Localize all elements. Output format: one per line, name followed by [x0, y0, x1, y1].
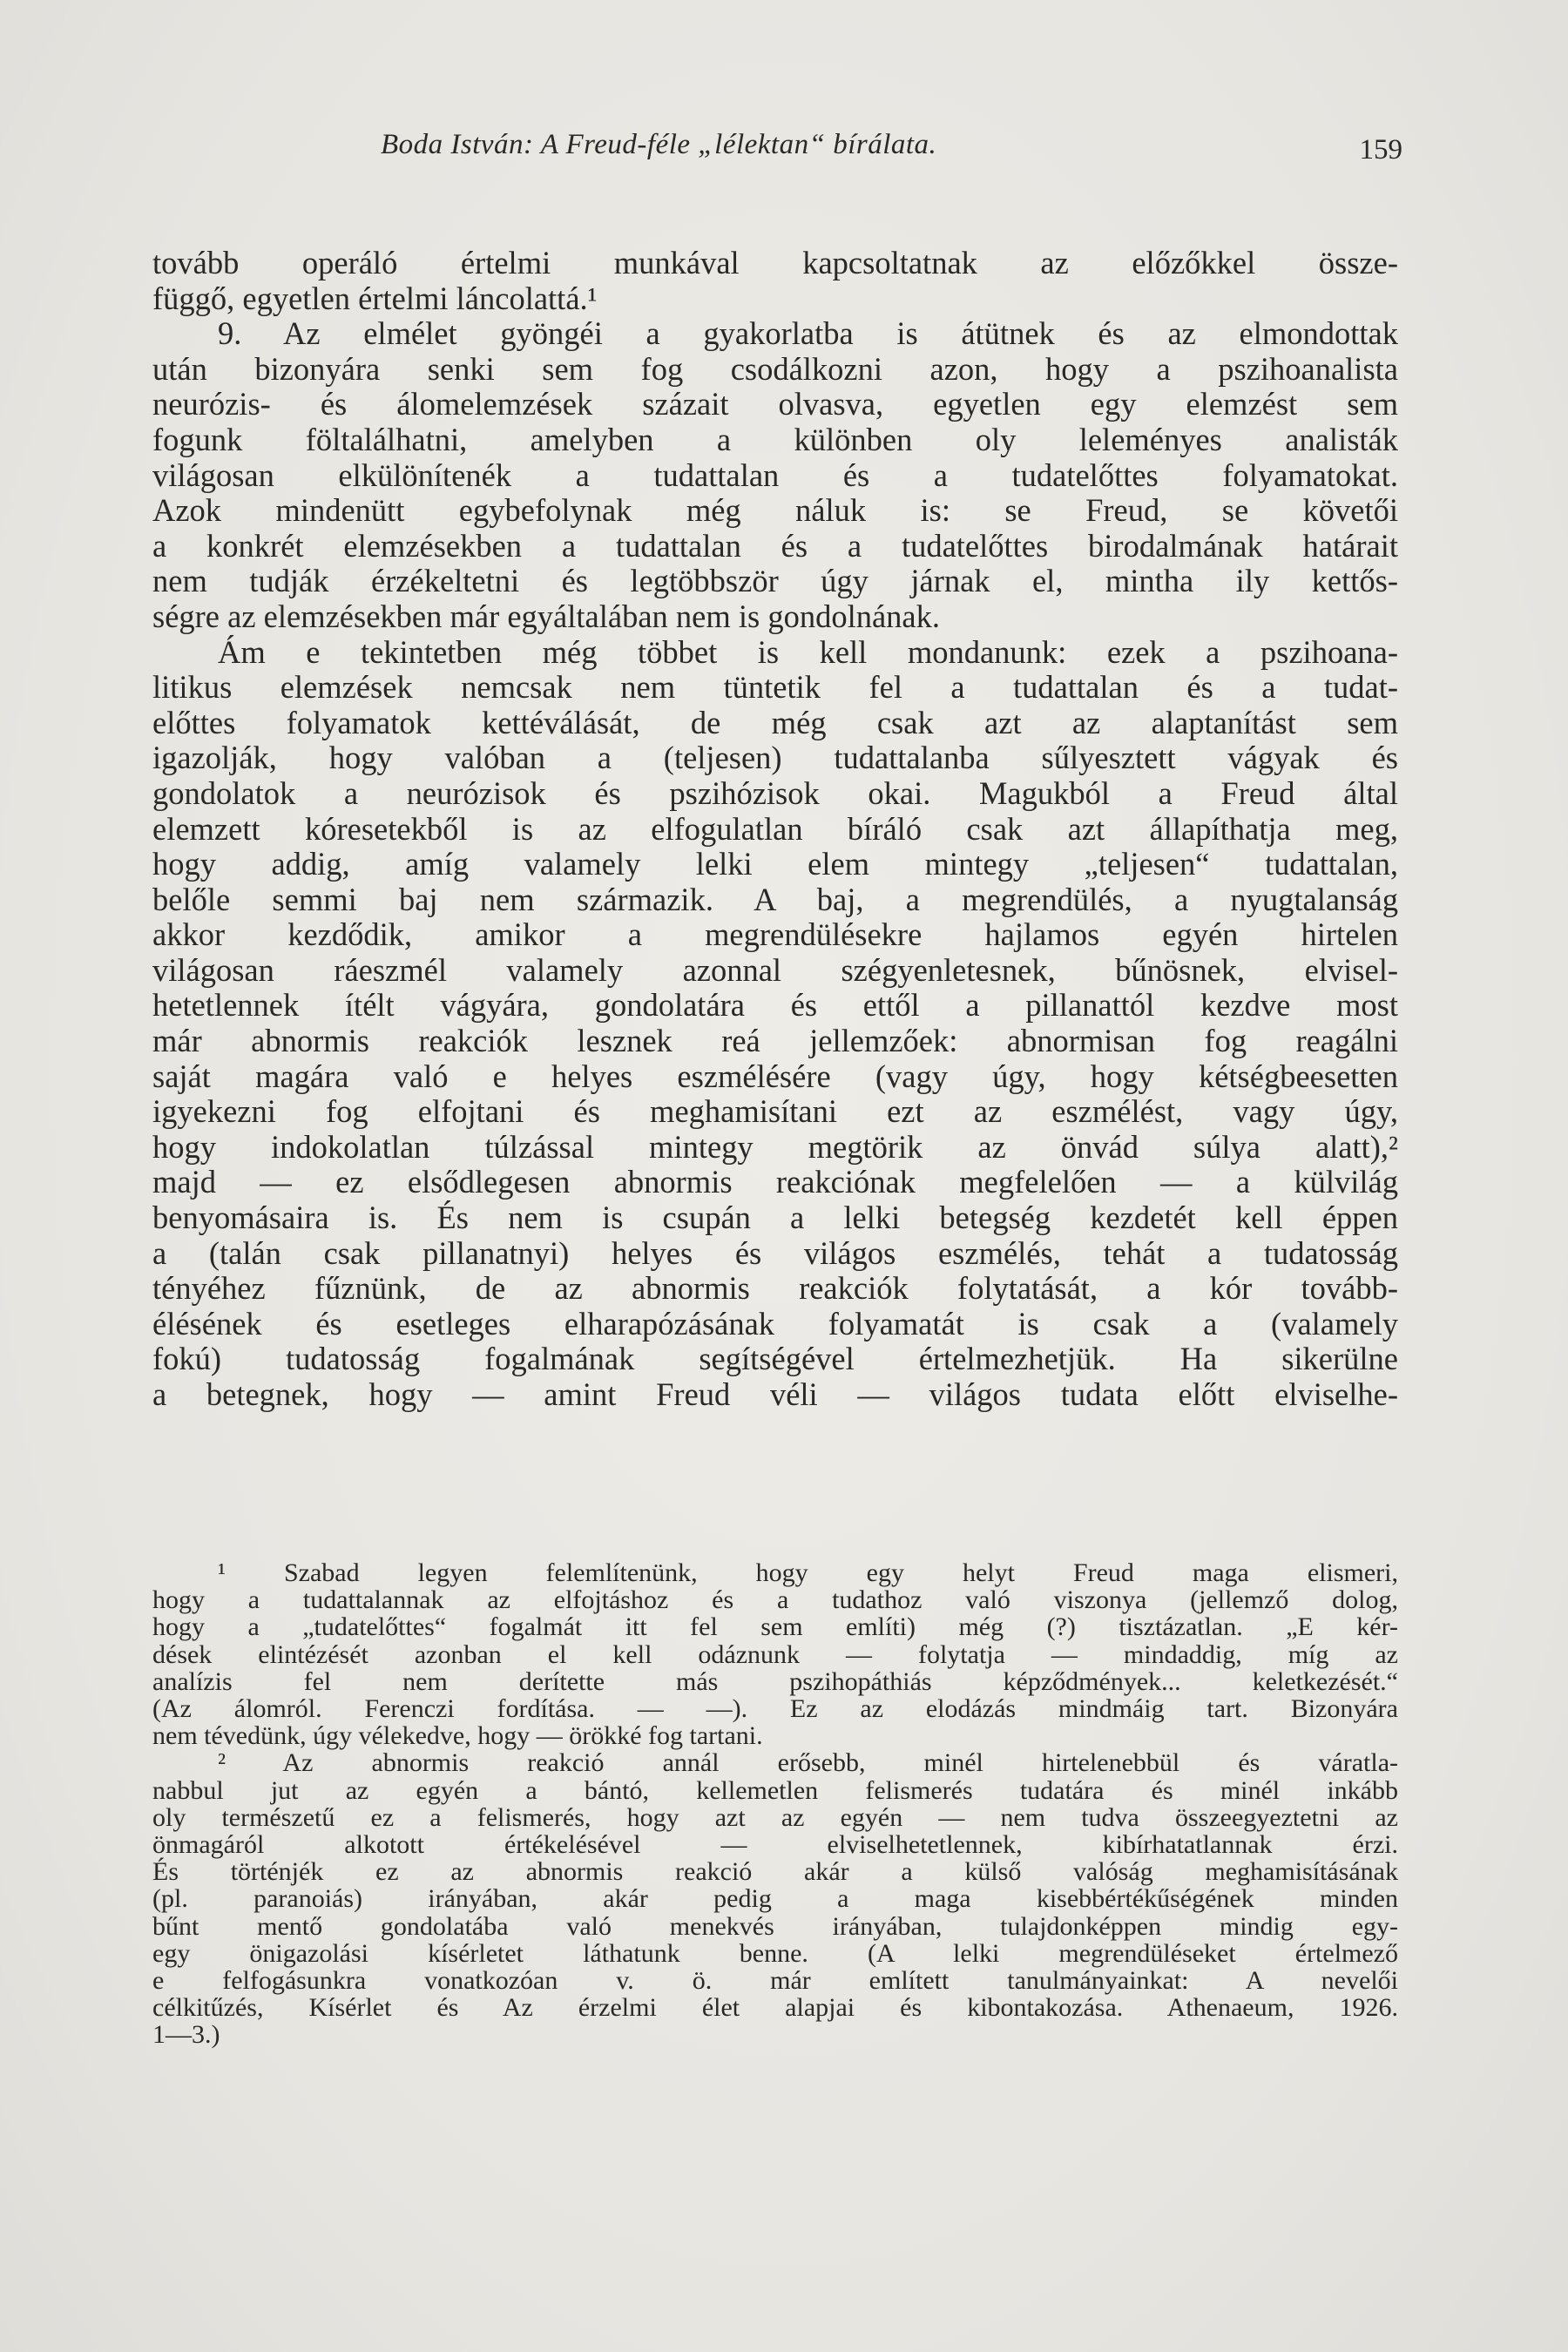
footnote-line: célkitűzés, Kísérlet és Az érzelmi élet alapjai és kibontakozása. Athenaeum, 1926.: [152, 1993, 1398, 2023]
body-line: igazolják, hogy valóban a (teljesen) tudattalanba sűlyesztett vágyak és: [152, 740, 1398, 776]
body-line: függő, egyetlen értelmi láncolattá.¹: [152, 280, 598, 316]
footnote-line: nabbul jut az egyén a bántó, kellemetlen felismerés tudatára és minél inkább: [152, 1775, 1398, 1805]
body-line: tényéhez fűznünk, de az abnormis reakciók folytatását, a kór tovább-: [152, 1270, 1398, 1307]
running-head: Boda István: A Freud-féle „lélektan“ bírálata.: [381, 129, 937, 160]
page-number: 159: [1359, 134, 1402, 166]
body-line: élésének és esetleges elharapózásának folyamatát is csak a (valamely: [152, 1305, 1398, 1342]
body-text: [152, 246, 1398, 1413]
footnote-line: (pl. paranoiás) irányában, akár pedig a maga kisebbértékűségének minden: [152, 1884, 1398, 1914]
body-line: elemzett kóresetekből is az elfogulatlan bíráló csak azt állapíthatja meg,: [152, 810, 1398, 847]
body-line: majd — ez elsődlegesen abnormis reakciónak megfelelően — a külvilág: [152, 1164, 1398, 1200]
body-line: neurózis- és álomelemzések százait olvasva, egyetlen egy elemzést sem: [152, 386, 1398, 422]
body-line: igyekezni fog elfojtani és meghamisítani ezt az eszmélést, vagy úgy,: [152, 1093, 1398, 1130]
body-line: fogunk föltalálhatni, amelyben a különben oly leleményes analisták: [152, 421, 1398, 457]
body-line: világosan elkülönítenék a tudattalan és a tudatelőttes folyamatokat.: [152, 456, 1398, 493]
body-line: már abnormis reakciók lesznek reá jellemzőek: abnormisan fog reagálni: [152, 1023, 1398, 1059]
body-line: világosan ráeszmél valamely azonnal szégyenletesnek, bűnösnek, elvisel-: [152, 951, 1398, 988]
body-line: tovább operáló értelmi munkával kapcsoltatnak az előzőkkel össze-: [152, 245, 1398, 280]
body-line: gondolatok a neurózisok és pszihózisok okai. Magukból a Freud által: [152, 774, 1398, 811]
body-line: belőle semmi baj nem származik. A baj, a megrendülés, a nyugtalanság: [152, 881, 1398, 917]
footnote-line: önmagáról alkotott értékelésével — elviselhetetlennek, kibírhatatlannak érzi.: [152, 1830, 1398, 1860]
footnote-line: hogy a „tudatelőttes“ fogalmát itt fel sem említi) még (?) tisztázatlan. „E kér-: [152, 1612, 1398, 1642]
footnote-line: hogy a tudattalannak az elfojtáshoz és a tudathoz való viszonya (jellemző dolog,: [152, 1585, 1398, 1615]
footnote-line: e felfogásunkra vonatkozóan v. ö. már említett tanulmányainkat: A nevelői: [152, 1966, 1398, 1996]
body-line: 9. Az elmélet gyöngéi a gyakorlatba is átütnek és az elmondottak: [218, 315, 1398, 352]
footnotes: [152, 1559, 1398, 2049]
body-line: benyomásaira is. És nem is csupán a lelki betegség kezdetét kell éppen: [152, 1200, 1398, 1236]
body-line: Azok mindenütt egybefolynak még náluk is: se Freud, se követői: [152, 492, 1398, 529]
footnote-line: És történjék ez az abnormis reakció akár a külső valóság meghamisításának: [152, 1857, 1398, 1887]
body-line: akkor kezdődik, amikor a megrendülésekre hajlamos egyén hirtelen: [152, 916, 1398, 953]
footnote-line: 1—3.): [152, 2020, 220, 2050]
footnote-line: oly természetű ez a felismerés, hogy azt az egyén — nem tudva összeegyeztetni az: [152, 1802, 1398, 1832]
body-line: nem tudják érzékeltetni és legtöbbször úgy járnak el, mintha ily kettős-: [152, 563, 1398, 599]
body-line: hogy indokolatlan túlzással mintegy megtörik az önvád súlya alatt),²: [152, 1128, 1398, 1165]
body-line: előttes folyamatok kettéválását, de még csak azt az alaptanítást sem: [152, 704, 1398, 740]
body-line: a konkrét elemzésekben a tudattalan és a tudatelőttes birodalmának határait: [152, 527, 1398, 564]
body-line: hogy addig, amíg valamely lelki elem mintegy „teljesen“ tudattalan,: [152, 846, 1398, 882]
body-line: a (talán csak pillanatnyi) helyes és világos eszmélés, tehát a tudatosság: [152, 1234, 1398, 1271]
footnote-line: nem tévedünk, úgy vélekedve, hogy — örökké fog tartani.: [152, 1721, 763, 1751]
footnote-line: bűnt mentő gondolatába való menekvés irányában, tulajdonképpen mindig egy-: [152, 1911, 1398, 1941]
footnote-line: dések elintézését azonban el kell odáznunk — folytatja — mindaddig, míg az: [152, 1639, 1398, 1669]
body-line: után bizonyára senki sem fog csodálkozni azon, hogy a pszihoanalista: [152, 350, 1398, 387]
body-line: hetetlennek ítélt vágyára, gondolatára és ettől a pillanattól kezdve most: [152, 987, 1398, 1024]
body-line: fokú) tudatosság fogalmának segítségével értelmezhetjük. Ha sikerülne: [152, 1341, 1398, 1377]
footnote-line: egy önigazolási kísérletet láthatunk benne. (A lelki megrendüléseket értelmező: [152, 1938, 1398, 1968]
footnote-line: (Az álomról. Ferenczi fordítása. — —). Ez az elodázás mindmáig tart. Bizonyára: [152, 1694, 1398, 1724]
body-line: saját magára való e helyes eszmélésére (vagy úgy, hogy kétségbeesetten: [152, 1058, 1398, 1094]
page-header: [152, 129, 1402, 172]
footnote-line: ¹ Szabad legyen felemlítenünk, hogy egy helyt Freud maga elismeri,: [218, 1558, 1398, 1587]
body-line: a betegnek, hogy — amint Freud véli — világos tudata előtt elviselhe-: [152, 1376, 1398, 1412]
body-line: Ám e tekintetben még többet is kell mondanunk: ezek a pszihoana-: [218, 633, 1398, 670]
body-line: litikus elemzések nemcsak nem tüntetik fel a tudattalan és a tudat-: [152, 669, 1398, 706]
footnote-line: ² Az abnormis reakció annál erősebb, minél hirtelenebbül és váratla-: [218, 1748, 1398, 1778]
body-line: ségre az elemzésekben már egyáltalában nem is gondolnának.: [152, 598, 940, 634]
footnote-line: analízis fel nem derítette más pszihopáthiás képződmények... keletkezését.“: [152, 1666, 1398, 1696]
